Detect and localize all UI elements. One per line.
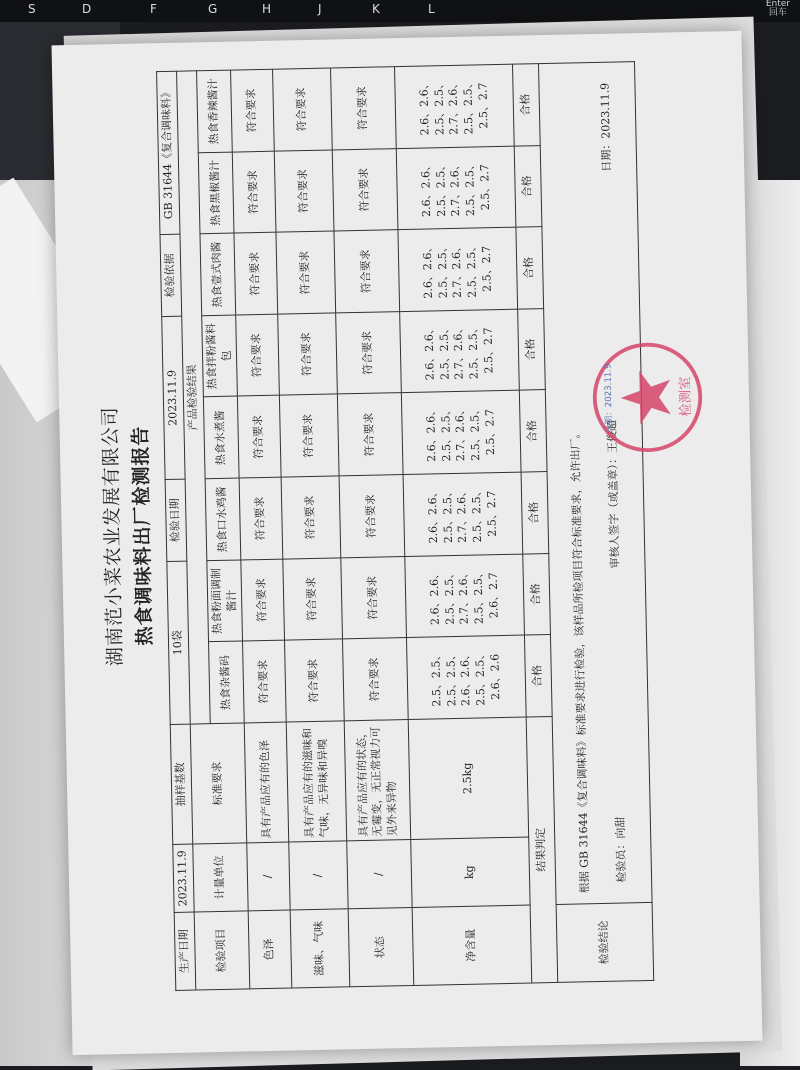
test-date: 2023.11.9	[162, 316, 185, 480]
key-f: F	[150, 2, 157, 16]
result-cell: 符合要求	[338, 393, 404, 476]
row-item: 色泽	[249, 910, 293, 989]
key-enter-sub: 回车	[768, 8, 787, 18]
company-name: 湖南范小菜农业发展有限公司	[99, 405, 127, 667]
result-cell: 2.6、2.6、2.5、2.5、2.7、2.6、2.5、2.5、2.5、2.7	[400, 309, 520, 393]
result-cell: 符合要求	[331, 67, 397, 150]
report-title: 热食调味料出厂检测报告	[129, 425, 157, 646]
key-k: K	[372, 2, 380, 16]
row-item: 状态	[349, 907, 415, 986]
product-name: 热食杂酱码	[208, 641, 244, 723]
product-name: 热食粉面调制酱汁	[207, 560, 243, 642]
result-cell: 符合要求	[275, 150, 335, 233]
basis-label: 检验依据	[160, 234, 182, 316]
result-cell: 符合要求	[343, 638, 409, 721]
result-cell: 2.6、2.6、2.5、2.5、2.7、2.6、2.5、2.5、2.5、2.7	[397, 146, 517, 230]
row-item: 滋味、气味	[291, 909, 351, 988]
result-cell: 2.6、2.6、2.5、2.5、2.7、2.6、2.5、2.5、2.6、2.7	[405, 554, 525, 638]
row-item: 净含量	[413, 905, 533, 985]
sample-qty-label: 抽样基数	[170, 724, 192, 844]
conclusion-label: 检验结论	[556, 902, 654, 982]
product-name: 热食香辣酱汁	[196, 70, 232, 152]
row-standard: 具有产品应有的色泽	[245, 722, 290, 843]
key-enter	[766, 0, 790, 18]
col-item-header: 检验项目	[194, 911, 250, 990]
result-cell: 符合要求	[278, 313, 338, 396]
key-enter-label: Enter	[765, 0, 790, 9]
key-h: H	[262, 2, 272, 16]
result-cell: 2.6、2.6、2.5、2.5、2.7、2.6、2.5、2.5、2.5、2.7	[403, 472, 523, 556]
row-standard: 具有产品应有的状态，无霉变，无正常视力可见外来异物	[345, 720, 411, 841]
result-cell: 符合要求	[333, 148, 399, 231]
judgement-cell: 合格	[525, 635, 553, 717]
result-cell: 2.5、2.5、2.5、2.5、2.6、2.6、2.5、2.5、2.6、2.6	[407, 635, 527, 719]
col-standard-header: 标准要求	[190, 723, 247, 844]
result-cell: 2.6、2.6、2.5、2.5、2.7、2.6、2.5、2.5、2.5、2.7	[395, 64, 515, 148]
production-date-label: 生产日期	[174, 912, 195, 990]
result-cell: 符合要求	[234, 232, 278, 314]
test-date-label: 检验日期	[165, 479, 187, 561]
judgement-cell: 合格	[523, 553, 551, 635]
row-standard: 具有产品应有的滋味和气味，无异味和异嗅	[287, 721, 348, 842]
product-name: 热食黑椒酱汁	[198, 152, 234, 234]
result-cell: 符合要求	[231, 69, 275, 151]
result-cell: 符合要求	[233, 151, 277, 233]
result-cell: 符合要求	[334, 230, 400, 313]
sample-qty: 10袋	[167, 561, 190, 725]
result-cell: 符合要求	[283, 558, 343, 641]
basis: GB 31644《复合调味料》	[157, 71, 180, 235]
report-table	[156, 61, 655, 991]
table-row-net-content	[395, 64, 532, 985]
row-unit: /	[347, 839, 412, 908]
conclusion-text: 根据 GB 31644《复合调味料》标准要求进行检验，该样品所检项目符合标准要求，允许出厂。	[568, 427, 592, 894]
product-name: 热食水煮酱	[203, 397, 239, 479]
result-cell: 符合要求	[243, 640, 287, 722]
inspection-stamp	[589, 339, 706, 456]
result-cell: 符合要求	[336, 311, 402, 394]
production-date: 2023.11.9	[173, 844, 194, 912]
signature-line	[598, 73, 630, 893]
conclusion-block	[539, 62, 653, 905]
result-cell: 符合要求	[273, 68, 333, 151]
judgement-cell: 合格	[513, 64, 541, 146]
result-cell: 符合要求	[276, 231, 336, 314]
judgement-label: 结果判定	[527, 716, 559, 982]
result-cell: 符合要求	[339, 475, 405, 558]
result-cell: 符合要求	[281, 476, 341, 559]
table-row-conclusion	[539, 62, 654, 983]
inspector: 检验员：向甜	[613, 816, 629, 883]
result-cell: 2.6、2.6、2.5、2.5、2.7、2.6、2.5、2.5、2.5、2.7	[402, 391, 522, 475]
stamp-date: 日期：2023.11.9	[603, 363, 615, 434]
result-cell: 符合要求	[241, 559, 285, 641]
result-cell: 符合要求	[280, 394, 340, 477]
row-unit: /	[247, 842, 290, 911]
row-unit: kg	[411, 837, 530, 907]
report-content	[88, 54, 718, 1007]
key-d: D	[82, 2, 92, 16]
row-unit: /	[289, 841, 348, 910]
col-unit-header: 计量单位	[193, 843, 249, 912]
result-cell: 符合要求	[236, 314, 280, 396]
reviewer: 审核人签字（或盖章）：王俊超	[605, 419, 622, 569]
result-cell: 符合要求	[285, 639, 345, 722]
judgement-cell: 合格	[515, 145, 543, 227]
product-name: 热食口水鸡酱	[205, 478, 241, 560]
judgement-cell: 合格	[520, 390, 548, 472]
result-cell: 符合要求	[341, 556, 407, 639]
judgement-cell: 合格	[521, 472, 549, 554]
key-s: S	[28, 2, 36, 16]
product-name: 热食拌粉酱料包	[201, 315, 237, 397]
judgement-cell: 合格	[518, 308, 546, 390]
report-date: 日期：2023.11.9	[598, 82, 614, 172]
key-g: G	[208, 2, 218, 16]
result-cell: 符合要求	[238, 396, 282, 478]
key-j: J	[318, 2, 322, 16]
key-l: L	[428, 2, 435, 16]
result-cell: 2.6、2.6、2.5、2.5、2.7、2.6、2.5、2.5、2.5、2.7	[398, 227, 518, 311]
row-standard: 2.5kg	[409, 717, 529, 839]
product-name: 热食壹式肉酱	[200, 233, 236, 315]
result-cell: 符合要求	[239, 477, 283, 559]
product-results-header: 产品检验结果	[176, 71, 210, 724]
report-sheet	[51, 31, 762, 1055]
stamp-label: 检测室	[678, 376, 695, 417]
judgement-cell: 合格	[516, 227, 544, 309]
